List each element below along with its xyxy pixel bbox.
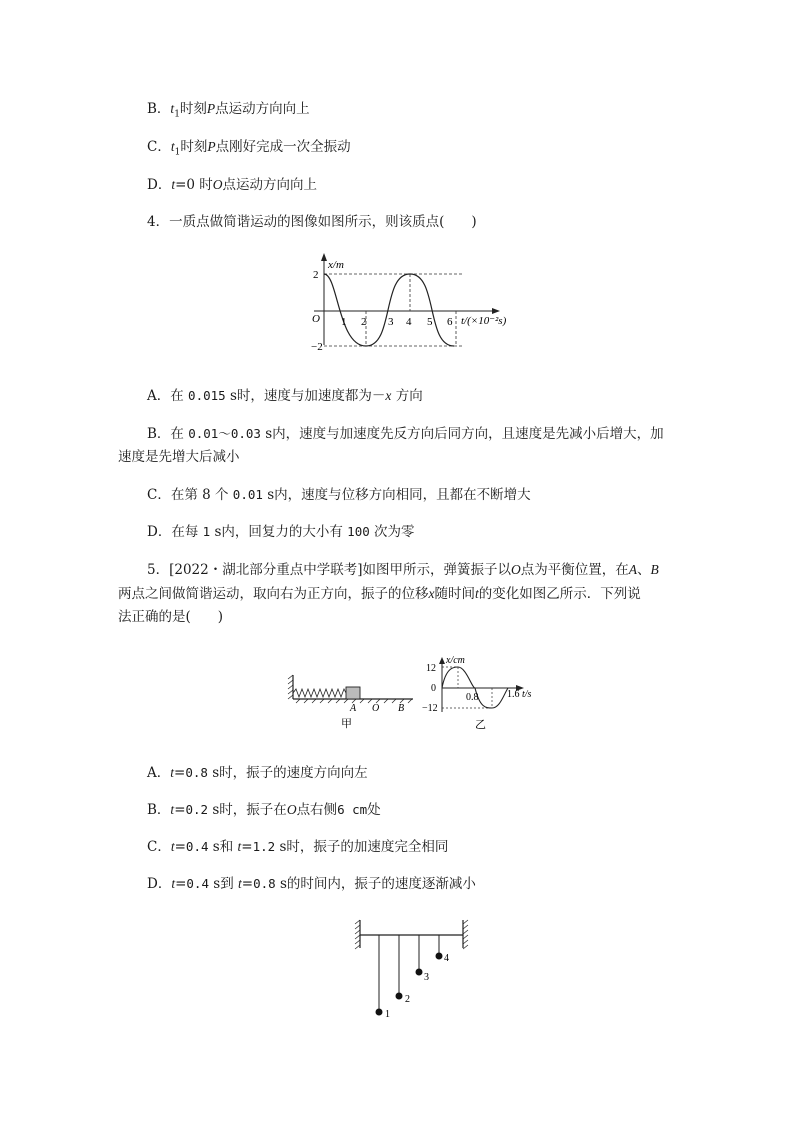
q3-option-b xyxy=(147,99,310,125)
caption-yi: 乙 xyxy=(475,719,486,731)
x-axis-label: t/s xyxy=(522,689,532,700)
q5-option-a: A．t=0.8 s时，振子的速度方向向左 xyxy=(147,765,368,781)
pendulum-figure xyxy=(350,920,480,1025)
var-t: t xyxy=(170,139,175,154)
q5-option-c: C．t=0.4 s和 t=1.2 s时，振子的加速度完全相同 xyxy=(147,839,449,855)
q5-option-d: D．t=0.4 s到 t=0.8 s的时间内，振子的速度逐渐减小 xyxy=(147,876,476,892)
text: 时刻 xyxy=(179,101,207,117)
y-tick-bottom: −2 xyxy=(311,341,323,353)
text: =0 时 xyxy=(175,177,213,193)
var-t: t xyxy=(171,177,176,192)
option-letter: D． xyxy=(147,177,172,193)
x-tick-1: 1 xyxy=(341,316,347,328)
q4-stem: 4．一质点做简谐运动的图像如图所示，则该质点( ) xyxy=(147,214,477,230)
x-tick-0.8: 0.8 xyxy=(466,692,479,703)
y-axis-label: x/m xyxy=(328,259,344,271)
var-p: P xyxy=(207,139,216,154)
text: 点运动方向向上 xyxy=(222,177,318,193)
option-letter: B． xyxy=(147,101,171,117)
y-tick-top: 2 xyxy=(313,269,319,281)
q4-option-b: B．在 0.01～0.03 s内，速度与加速度先反方向后同方向，且速度是先减小后增大，加 xyxy=(147,426,664,442)
q5-option-b: B．t=0.2 s时，振子在O点右侧6 cm处 xyxy=(147,802,381,818)
q3-option-c xyxy=(147,137,351,163)
var-t: t xyxy=(170,101,175,116)
x-tick-2: 2 xyxy=(361,316,367,328)
q3-option-d xyxy=(147,175,317,195)
origin-label: O xyxy=(312,313,320,325)
spring-oscillator-figure xyxy=(288,675,418,730)
xt-graph-figure xyxy=(420,652,540,732)
y-axis-label: x/cm xyxy=(446,655,465,666)
label-o: O xyxy=(372,703,380,714)
caption-jia: 甲 xyxy=(341,718,352,730)
var-o: O xyxy=(212,177,223,192)
q5-stem-line1: 5．[2022・湖北部分重点中学联考]如图甲所示，弹簧振子以O点为平衡位置，在A、B xyxy=(147,562,659,578)
q4-option-d: D．在每 1 s内，回复力的大小有 100 次为零 xyxy=(147,524,415,540)
y-tick-zero: 0 xyxy=(431,683,436,694)
pendulum-label-4: 4 xyxy=(444,953,449,964)
x-tick-4: 4 xyxy=(406,316,412,328)
x-tick-3: 3 xyxy=(388,316,394,328)
x-tick-1.6: 1.6 xyxy=(507,689,520,700)
pendulum-label-3: 3 xyxy=(424,972,429,983)
q4-sine-graph xyxy=(300,255,520,355)
q4-option-a: A．在 0.015 s时，速度与加速度都为－x 方向 xyxy=(147,388,423,404)
q5-stem-line2: 两点之间做简谐运动，取向右为正方向，振子的位移x随时间t的变化如图乙所示．下列说 xyxy=(118,586,641,602)
var-p: P xyxy=(206,101,216,116)
q5-stem-line3: 法正确的是( ) xyxy=(118,609,224,625)
option-letter: C． xyxy=(147,139,171,155)
x-tick-5: 5 xyxy=(427,316,433,328)
text: 时刻 xyxy=(180,139,208,155)
label-a: A xyxy=(350,703,357,714)
q4-option-b-cont: 速度是先增大后减小 xyxy=(118,449,240,465)
y-tick-top: 12 xyxy=(426,663,436,674)
y-tick-bottom: −12 xyxy=(422,703,438,714)
q4-option-c: C．在第 8 个 0.01 s内，速度与位移方向相同，且都在不断增大 xyxy=(147,487,531,503)
x-axis-label: t/(×10⁻²s) xyxy=(461,315,507,327)
pendulum-label-1: 1 xyxy=(385,1009,390,1020)
x-tick-6: 6 xyxy=(447,316,453,328)
text: 点刚好完成一次全振动 xyxy=(215,139,351,155)
subscript: 1 xyxy=(174,109,180,120)
pendulum-label-2: 2 xyxy=(405,994,410,1005)
text: 点运动方向向上 xyxy=(215,101,310,117)
subscript: 1 xyxy=(174,147,181,158)
label-b: B xyxy=(398,703,405,714)
